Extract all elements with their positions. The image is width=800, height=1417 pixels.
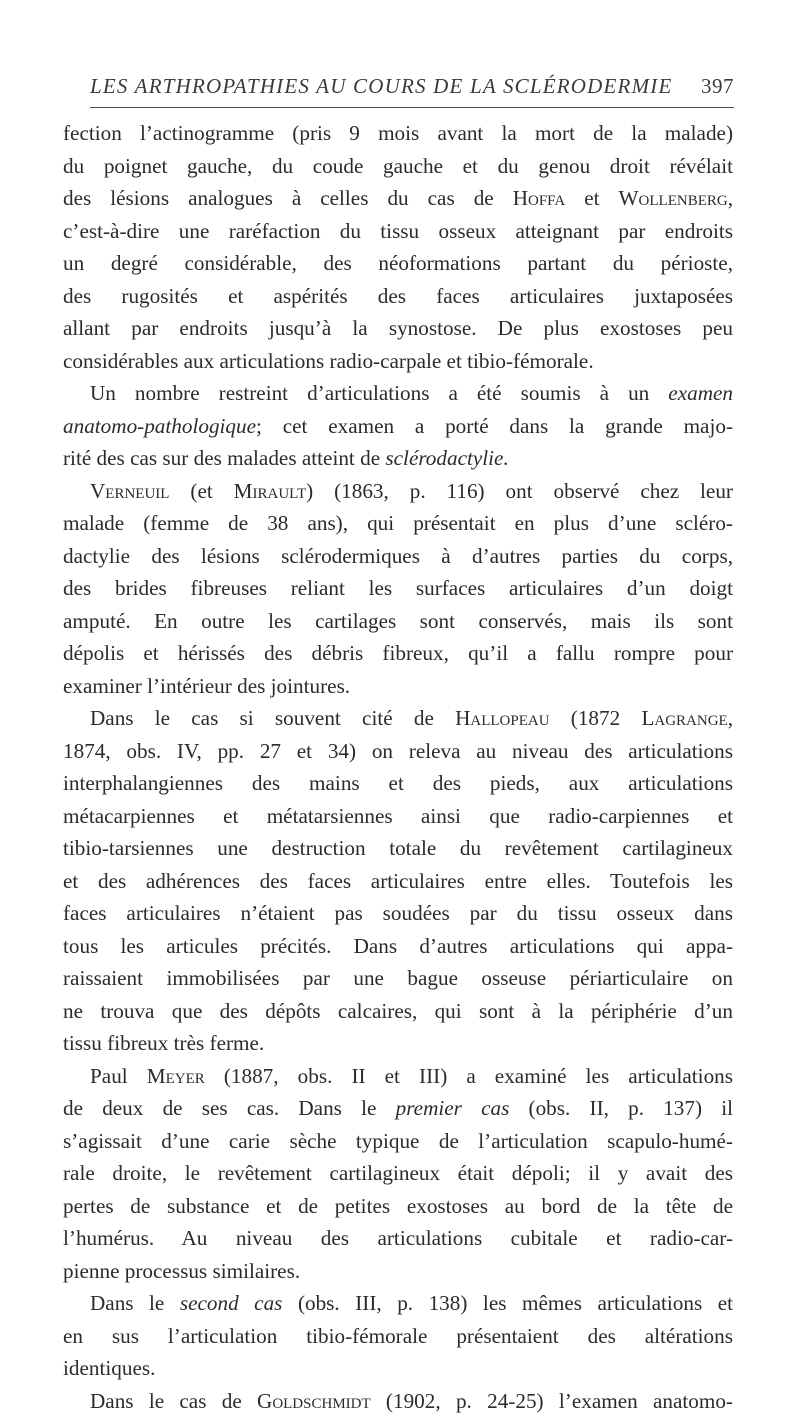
text-line — [63, 832, 733, 865]
text-line — [63, 345, 733, 378]
text-segment: Un nombre restreint d’articulations a été soumis à un — [90, 381, 668, 405]
text-line — [63, 735, 733, 768]
italic-text: sclérodactylie. — [385, 446, 508, 470]
text-line — [63, 215, 733, 248]
text-segment: s’agissait d’une carie sèche typique de l’articulation scapulo-humé- — [63, 1129, 733, 1153]
text-line — [63, 897, 733, 930]
text-line — [63, 1157, 733, 1190]
text-segment: raissaient immobilisées par une bague osseuse périarticulaire on — [63, 966, 733, 990]
text-segment: c’est-à-dire une raréfaction du tissu osseux atteignant par endroits — [63, 219, 733, 243]
text-line — [63, 410, 733, 443]
text-line — [63, 182, 733, 215]
text-segment: (et — [169, 479, 233, 503]
text-segment: et — [565, 186, 618, 210]
text-segment: (1902, p. 24-25) l’examen anatomo- — [371, 1389, 733, 1413]
running-header-title: LES ARTHROPATHIES AU COURS DE LA SCLÉRODERMIE — [90, 74, 673, 99]
text-segment: rité des cas sur des malades atteint de — [63, 446, 385, 470]
text-segment: de deux de ses cas. Dans le — [63, 1096, 396, 1120]
text-segment: (obs. II, p. 137) il — [509, 1096, 733, 1120]
text-line — [63, 995, 733, 1028]
text-line — [63, 1287, 733, 1320]
text-segment: (obs. III, p. 138) les mêmes articulations et — [282, 1291, 733, 1315]
text-segment: ne trouva que des dépôts calcaires, qui sont à la périphérie d’un — [63, 999, 733, 1023]
text-line — [63, 1190, 733, 1223]
text-line — [63, 930, 733, 963]
text-segment: dépolis et hérissés des débris fibreux, qu’il a fallu rompre pour — [63, 641, 733, 665]
text-segment: des rugosités et aspérités des faces articulaires juxtaposées — [63, 284, 733, 308]
text-segment: amputé. En outre les cartilages sont conservés, mais ils sont — [63, 609, 733, 633]
text-line — [63, 150, 733, 183]
text-segment: Paul — [90, 1064, 147, 1088]
text-line — [63, 1320, 733, 1353]
text-line — [63, 865, 733, 898]
author-name: Meyer — [147, 1064, 205, 1088]
text-segment: pienne processus similaires. — [63, 1259, 300, 1283]
text-line — [63, 1352, 733, 1385]
text-segment: interphalangiennes des mains et des pieds, aux articulations — [63, 771, 733, 795]
author-name: Lagrange — [641, 706, 727, 730]
text-segment: tissu fibreux très ferme. — [63, 1031, 264, 1055]
text-line — [63, 1222, 733, 1255]
author-name: Wollenberg — [619, 186, 728, 210]
italic-text: second cas — [180, 1291, 283, 1315]
text-segment: malade (femme de 38 ans), qui présentait en plus d’une scléro- — [63, 511, 733, 535]
text-line — [63, 767, 733, 800]
text-segment: dactylie des lésions sclérodermiques à d’autres parties du corps, — [63, 544, 733, 568]
text-line — [63, 800, 733, 833]
header-rule — [90, 107, 734, 108]
text-line — [63, 670, 733, 703]
text-line — [63, 702, 733, 735]
text-segment: Dans le — [90, 1291, 180, 1315]
italic-text: examen — [668, 381, 733, 405]
body-text — [63, 117, 733, 1417]
text-segment: (1872 — [550, 706, 642, 730]
author-name: Mirault — [234, 479, 306, 503]
text-segment: pertes de substance et de petites exostoses au bord de la tête de — [63, 1194, 733, 1218]
text-line — [63, 1125, 733, 1158]
text-line — [63, 1060, 733, 1093]
author-name: Verneuil — [90, 479, 169, 503]
text-segment: Dans le cas de — [90, 1389, 257, 1413]
text-segment: (1887, obs. II et III) a examiné les articulations — [205, 1064, 733, 1088]
text-line — [63, 475, 733, 508]
italic-text: premier cas — [396, 1096, 510, 1120]
text-line — [63, 962, 733, 995]
text-segment: Dans le cas si souvent cité de — [90, 706, 455, 730]
text-segment: l’humérus. Au niveau des articulations cubitale et radio-car- — [63, 1226, 733, 1250]
text-line — [63, 1092, 733, 1125]
page-number: 397 — [701, 74, 734, 99]
text-segment: considérables aux articulations radio-carpale et tibio-fémorale. — [63, 349, 594, 373]
text-segment: 1874, obs. IV, pp. 27 et 34) on releva au niveau des articulations — [63, 739, 733, 763]
text-segment: allant par endroits jusqu’à la synostose. De plus exostoses peu — [63, 316, 733, 340]
text-segment: faces articulaires n’étaient pas soudées par du tissu osseux dans — [63, 901, 733, 925]
text-segment: tibio-tarsiennes une destruction totale du revêtement cartilagineux — [63, 836, 733, 860]
text-segment: métacarpiennes et métatarsiennes ainsi que radio-carpiennes et — [63, 804, 733, 828]
text-segment: ; cet examen a porté dans la grande majo- — [256, 414, 733, 438]
text-segment: en sus l’articulation tibio-fémorale présentaient des altérations — [63, 1324, 733, 1348]
text-segment: rale droite, le revêtement cartilagineux était dépoli; il y avait des — [63, 1161, 733, 1185]
text-segment: un degré considérable, des néoformations partant du périoste, — [63, 251, 733, 275]
author-name: Goldschmidt — [257, 1389, 371, 1413]
text-segment: des brides fibreuses reliant les surfaces articulaires d’un doigt — [63, 576, 733, 600]
text-line — [63, 1255, 733, 1288]
text-line — [63, 540, 733, 573]
text-line — [63, 117, 733, 150]
text-line — [63, 442, 733, 475]
running-header — [90, 72, 734, 102]
italic-text: anatomo-pathologique — [63, 414, 256, 438]
author-name: Hallopeau — [455, 706, 549, 730]
text-line — [63, 637, 733, 670]
text-line — [63, 377, 733, 410]
text-line — [63, 280, 733, 313]
text-segment: ) (1863, p. 116) ont observé chez leur — [306, 479, 733, 503]
text-line — [63, 1027, 733, 1060]
text-line — [63, 507, 733, 540]
author-name: Hoffa — [513, 186, 566, 210]
text-line — [63, 605, 733, 638]
text-segment: et des adhérences des faces articulaires entre elles. Toutefois les — [63, 869, 733, 893]
text-segment: tous les articules précités. Dans d’autres articulations qui appa- — [63, 934, 733, 958]
text-segment: identiques. — [63, 1356, 155, 1380]
text-line — [63, 1385, 733, 1417]
text-segment: du poignet gauche, du coude gauche et du genou droit révélait — [63, 154, 733, 178]
text-segment: , — [728, 706, 733, 730]
text-segment: examiner l’intérieur des jointures. — [63, 674, 350, 698]
text-line — [63, 247, 733, 280]
text-segment: des lésions analogues à celles du cas de — [63, 186, 513, 210]
text-line — [63, 572, 733, 605]
text-segment: fection l’actinogramme (pris 9 mois avant la mort de la malade) — [63, 121, 733, 145]
text-line — [63, 312, 733, 345]
text-segment: , — [728, 186, 733, 210]
